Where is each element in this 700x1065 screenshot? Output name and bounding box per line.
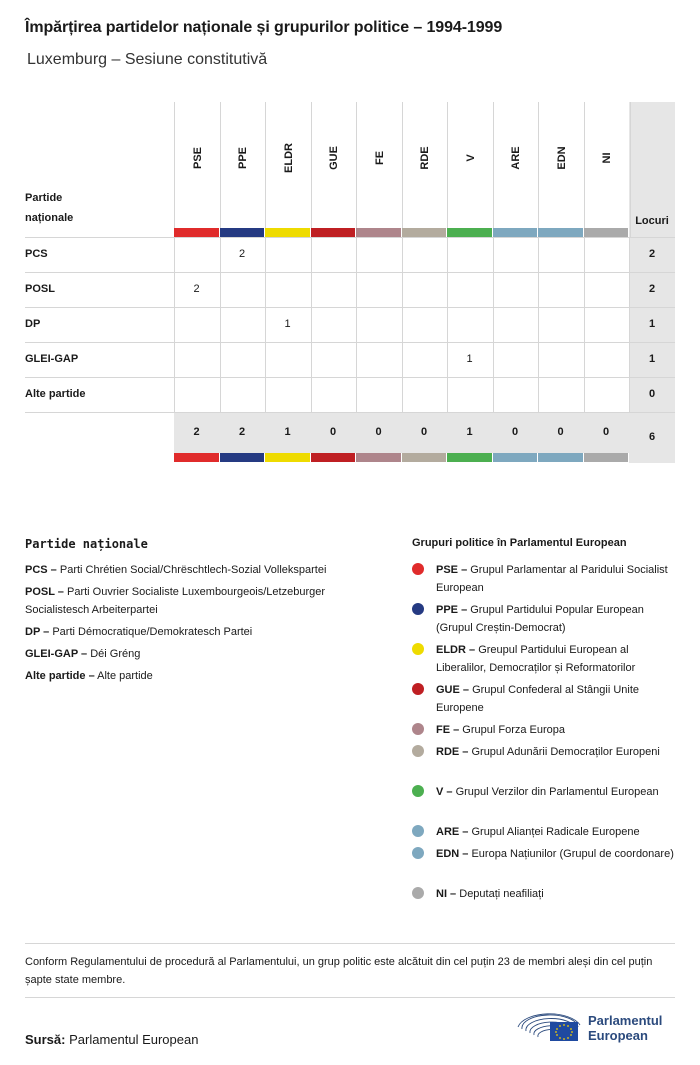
column-divider xyxy=(311,238,312,412)
total-seats: 6 xyxy=(648,431,656,443)
group-color-bar-bottom-fe xyxy=(356,453,401,462)
seat-cell: 1 xyxy=(466,353,473,365)
party-legend-item xyxy=(25,583,385,619)
party-legend-name: Alte partide xyxy=(97,670,153,682)
group-color-dot-icon xyxy=(412,603,424,615)
group-code-label: V xyxy=(464,154,477,162)
group-color-bar-top-fe xyxy=(356,228,401,237)
source-label: Sursă: xyxy=(25,1032,66,1047)
group-code-label: PSE xyxy=(191,146,204,170)
group-color-dot-icon xyxy=(412,887,424,899)
seat-cell: 2 xyxy=(238,248,246,260)
group-color-bar-top-pse xyxy=(174,228,219,237)
group-legend-item xyxy=(412,681,677,717)
row-divider xyxy=(25,377,675,378)
column-divider xyxy=(584,238,585,412)
group-total: 0 xyxy=(329,426,337,438)
parliament-logo-text: Parlamentul European xyxy=(588,1013,663,1043)
page-title: Împărțirea partidelor naționale și grupurilor politice – 1994-1999 xyxy=(25,19,503,36)
row-divider xyxy=(25,342,675,343)
party-seat-total: 0 xyxy=(648,388,656,400)
group-legend-code: ELDR – xyxy=(436,644,476,656)
group-header-fe xyxy=(356,102,403,238)
group-legend-code: PSE – xyxy=(436,564,468,576)
group-legend-name: Grupul Confederal al Stângii Unite Europene xyxy=(436,684,640,714)
party-row-label: DP xyxy=(25,318,41,330)
group-legend-item xyxy=(412,561,677,597)
group-color-bar-top-edn xyxy=(538,228,583,237)
group-legend-item xyxy=(412,885,677,903)
group-color-bar-bottom-ni xyxy=(584,453,629,462)
group-legend-code: ARE – xyxy=(436,826,469,838)
group-color-bar-top-eldr xyxy=(265,228,310,237)
column-divider xyxy=(220,238,221,412)
group-color-bar-bottom-v xyxy=(447,453,492,462)
group-total: 0 xyxy=(375,426,382,438)
group-color-dot-icon xyxy=(412,785,424,797)
group-legend-item xyxy=(412,601,677,637)
group-code-label: PPE xyxy=(237,146,250,170)
party-row-label: POSL xyxy=(25,283,55,295)
group-legend-item xyxy=(412,641,677,677)
group-legend-code: FE – xyxy=(436,724,460,736)
column-divider xyxy=(629,238,630,412)
group-code-label: NI xyxy=(601,152,614,164)
party-legend-name: Parti Démocratique/Demokratesch Partei xyxy=(52,626,253,638)
seat-cell: 2 xyxy=(193,283,200,295)
column-divider xyxy=(174,238,175,412)
group-code-label: ELDR xyxy=(282,143,295,173)
group-code-label: EDN xyxy=(555,146,568,170)
group-legend-code: PPE – xyxy=(436,604,468,616)
group-header-edn xyxy=(538,102,585,238)
seats-column-header: Locuri xyxy=(635,215,669,227)
group-legend-item xyxy=(412,721,677,739)
group-legend-code: NI – xyxy=(436,888,457,900)
party-legend-code: DP – xyxy=(25,626,50,638)
party-seat-total: 2 xyxy=(648,248,656,260)
divider xyxy=(25,943,675,944)
group-color-bar-bottom-pse xyxy=(174,453,219,462)
group-legend-name: Grupul Partidului Popular European (Grupul Creștin-Democrat) xyxy=(436,604,644,634)
row-divider xyxy=(25,412,675,413)
group-color-bar-bottom-are xyxy=(493,453,538,462)
group-legend-code: V – xyxy=(436,786,453,798)
seat-distribution-table xyxy=(25,102,675,464)
group-legend-code: RDE – xyxy=(436,746,469,758)
group-header-ni xyxy=(584,102,632,238)
group-code-label: ARE xyxy=(510,146,523,170)
column-divider xyxy=(356,238,357,412)
party-legend-title: Partide naționale xyxy=(25,537,148,551)
party-legend-code: PCS – xyxy=(25,564,57,576)
group-legend-name: Grupul Forza Europa xyxy=(462,724,566,736)
group-total: 0 xyxy=(602,426,610,438)
party-legend-code: GLEI-GAP – xyxy=(25,648,88,660)
group-color-bar-top-are xyxy=(493,228,538,237)
party-legend-name: Déi Gréng xyxy=(90,648,141,660)
group-legend-item xyxy=(412,783,677,801)
group-header-pse xyxy=(174,102,221,238)
group-total: 2 xyxy=(193,426,200,438)
group-code-label: GUE xyxy=(328,146,341,170)
group-legend-name: Greupul Partidului European al Liberalilor, Democraților și Reformatorilor xyxy=(436,644,636,674)
group-header-eldr xyxy=(265,102,312,238)
page-subtitle: Luxemburg – Sesiune constitutivă xyxy=(27,51,268,68)
group-legend-name: Grupul Adunării Democraților Europeni xyxy=(471,746,660,758)
party-row-label: GLEI-GAP xyxy=(25,353,79,365)
group-color-dot-icon xyxy=(412,825,424,837)
group-color-dot-icon xyxy=(412,563,424,575)
group-color-bar-bottom-eldr xyxy=(265,453,310,462)
group-legend-code: GUE – xyxy=(436,684,470,696)
group-code-label: RDE xyxy=(419,146,432,170)
column-divider xyxy=(538,238,539,412)
group-color-dot-icon xyxy=(412,683,424,695)
party-legend-code: POSL – xyxy=(25,586,64,598)
column-divider xyxy=(265,238,266,412)
party-legend-name: Parti Ouvrier Socialiste Luxembourgeois/Letzeburger Socialistesch Arbeiterpartei xyxy=(25,586,326,616)
group-total: 0 xyxy=(557,426,564,438)
group-total: 0 xyxy=(420,426,428,438)
column-divider xyxy=(402,238,403,412)
group-color-dot-icon xyxy=(412,745,424,757)
group-legend-item xyxy=(412,743,677,761)
group-legend-name: Grupul Parlamentar al Paridului Socialist European xyxy=(436,564,668,594)
party-legend-code: Alte partide – xyxy=(25,670,95,682)
party-legend-item xyxy=(25,645,385,663)
group-color-bar-bottom-ppe xyxy=(220,453,265,462)
party-row-label: Alte partide xyxy=(25,388,86,400)
party-row-label: PCS xyxy=(25,248,48,260)
row-divider xyxy=(25,272,675,273)
group-color-bar-top-gue xyxy=(311,228,356,237)
group-header-ppe xyxy=(220,102,267,238)
group-color-dot-icon xyxy=(412,643,424,655)
group-total: 1 xyxy=(466,426,473,438)
group-legend-title: Grupuri politice în Parlamentul European xyxy=(412,537,627,549)
group-color-bar-top-ni xyxy=(584,228,629,237)
group-legend-item xyxy=(412,823,677,841)
group-total: 0 xyxy=(511,426,519,438)
group-header-v xyxy=(447,102,494,238)
seat-cell: 1 xyxy=(284,318,291,330)
group-color-bar-bottom-gue xyxy=(311,453,356,462)
group-color-bar-top-ppe xyxy=(220,228,265,237)
source-value: Parlamentul European xyxy=(69,1032,199,1047)
party-seat-total: 1 xyxy=(648,353,656,365)
group-header-are xyxy=(493,102,540,238)
group-color-bar-top-v xyxy=(447,228,492,237)
row-divider xyxy=(25,307,675,308)
group-color-bar-bottom-edn xyxy=(538,453,583,462)
group-color-dot-icon xyxy=(412,847,424,859)
group-legend-name: Grupul Alianței Radicale Europene xyxy=(471,826,640,838)
group-total: 1 xyxy=(284,426,291,438)
column-divider xyxy=(447,238,448,412)
source-line xyxy=(25,1032,198,1047)
group-header-rde xyxy=(402,102,449,238)
group-color-dot-icon xyxy=(412,723,424,735)
footnote: Conform Regulamentului de procedură al Parlamentului, un grup politic este alcătuit din cel puțin 23 de membri aleși din cel puțin șapte state membre. xyxy=(25,956,653,986)
party-legend-item xyxy=(25,667,385,685)
group-legend-item xyxy=(412,845,677,863)
party-seat-total: 1 xyxy=(648,318,656,330)
party-legend-item xyxy=(25,623,385,641)
party-legend-name: Parti Chrétien Social/Chrëschtlech-Sozial Vollekspartei xyxy=(59,564,327,576)
group-legend-code: EDN – xyxy=(436,848,469,860)
divider xyxy=(25,997,675,998)
parties-column-header: Partide naționale xyxy=(25,192,74,224)
group-legend-name: Deputați neafiliați xyxy=(459,888,544,900)
row-divider xyxy=(25,237,675,238)
group-code-label: FE xyxy=(373,150,386,166)
group-header-gue xyxy=(311,102,358,238)
column-divider xyxy=(493,238,494,412)
group-legend-name: Grupul Verzilor din Parlamentul European xyxy=(455,786,659,798)
group-legend-name: Europa Națiunilor (Grupul de coordonare) xyxy=(471,848,674,860)
group-total: 2 xyxy=(238,426,246,438)
party-legend-item xyxy=(25,561,385,579)
group-color-bar-top-rde xyxy=(402,228,447,237)
party-seat-total: 2 xyxy=(648,283,656,295)
group-color-bar-bottom-rde xyxy=(402,453,447,462)
